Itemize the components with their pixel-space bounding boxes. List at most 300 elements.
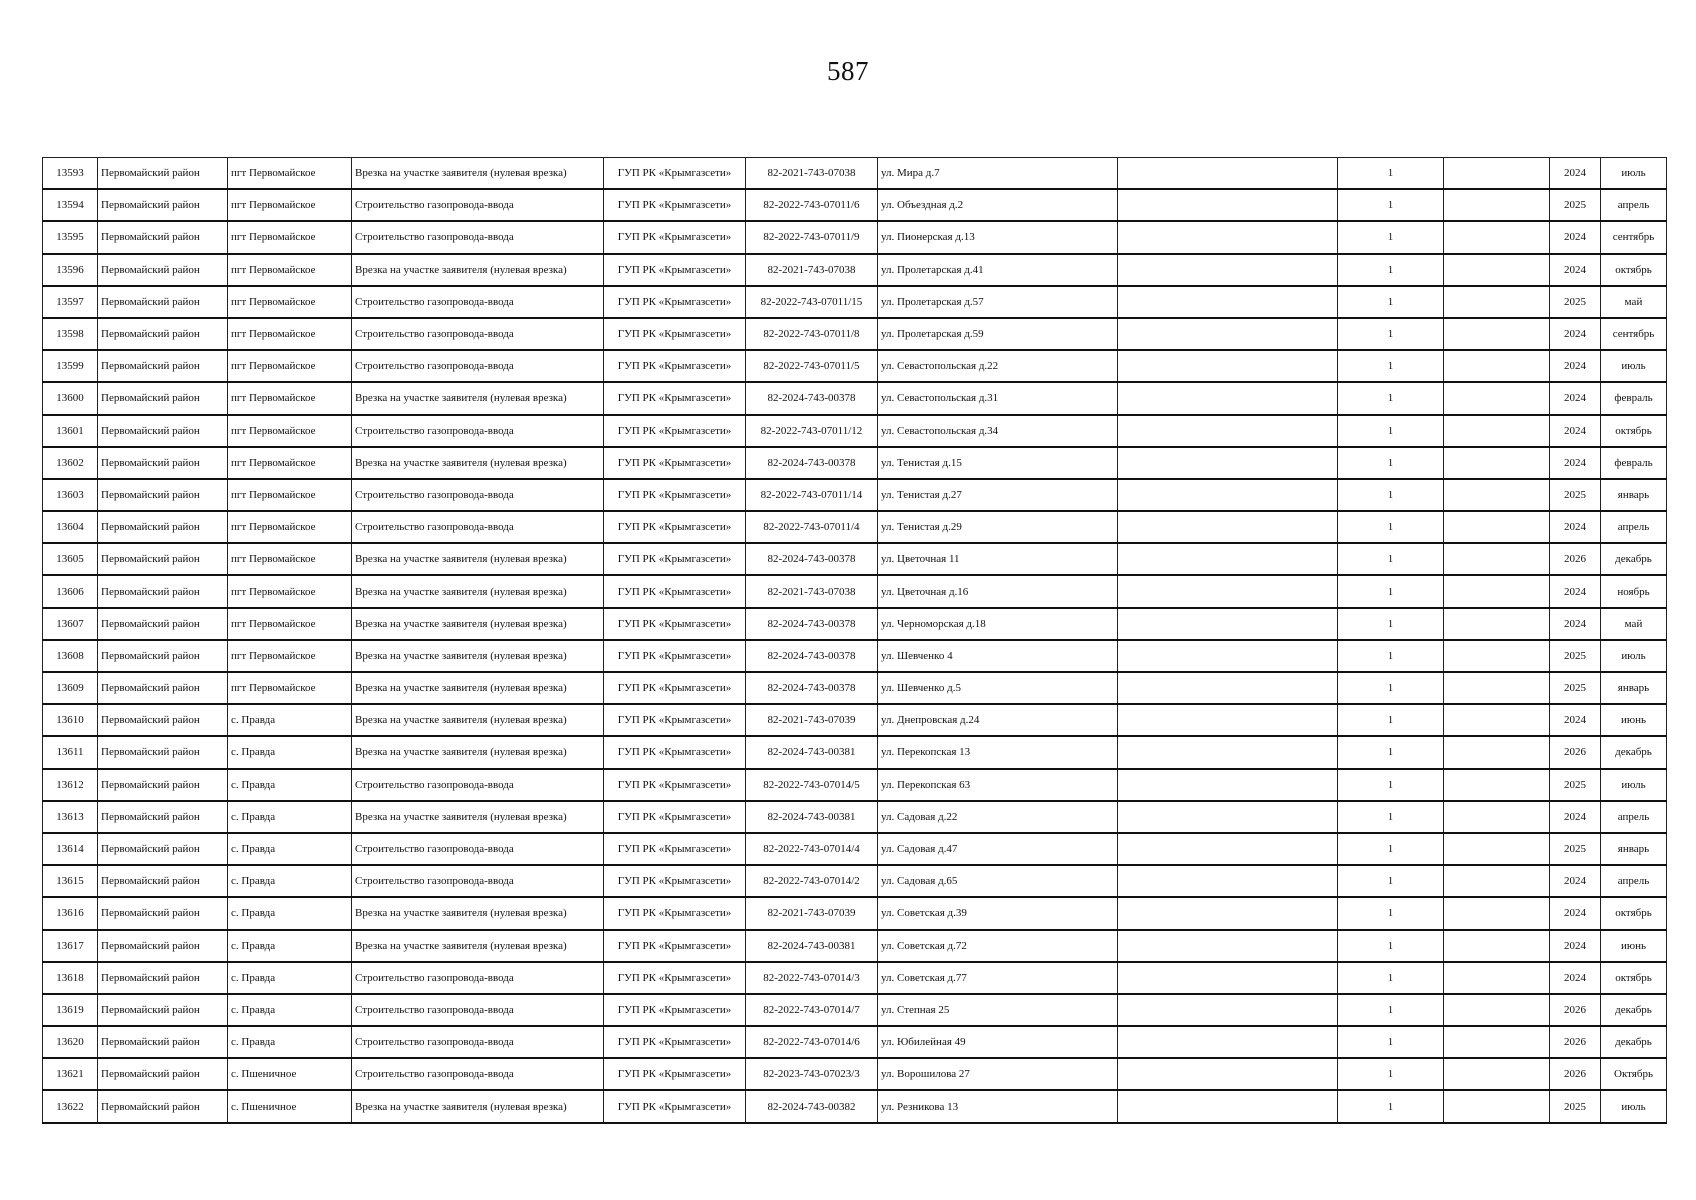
- address-cell: ул. Объездная д.2: [878, 189, 1118, 221]
- row-number: 13615: [43, 865, 98, 897]
- month-cell: июль: [1601, 158, 1667, 190]
- empty-cell: [1444, 736, 1550, 768]
- organization-cell: ГУП РК «Крымгазсети»: [604, 158, 746, 190]
- permit-code-cell: 82-2022-743-07011/9: [746, 221, 878, 253]
- address-cell: ул. Шевченко д.5: [878, 672, 1118, 704]
- organization-cell: ГУП РК «Крымгазсети»: [604, 704, 746, 736]
- permit-code-cell: 82-2022-743-07014/6: [746, 1026, 878, 1058]
- table-row: [43, 962, 1667, 994]
- settlement-cell: пгт Первомайское: [228, 286, 352, 318]
- quantity-cell: 1: [1338, 801, 1444, 833]
- month-cell: декабрь: [1601, 736, 1667, 768]
- settlement-cell: с. Правда: [228, 1026, 352, 1058]
- row-number: 13607: [43, 608, 98, 640]
- table-row: [43, 318, 1667, 350]
- quantity-cell: 1: [1338, 286, 1444, 318]
- permit-code-cell: 82-2023-743-07023/3: [746, 1058, 878, 1090]
- permit-code-cell: 82-2022-743-07011/4: [746, 511, 878, 543]
- month-cell: май: [1601, 608, 1667, 640]
- table-row: [43, 736, 1667, 768]
- row-number: 13616: [43, 897, 98, 929]
- table-row: [43, 1058, 1667, 1090]
- quantity-cell: 1: [1338, 350, 1444, 382]
- row-number: 13603: [43, 479, 98, 511]
- settlement-cell: пгт Первомайское: [228, 350, 352, 382]
- work-type-cell: Строительство газопровода-ввода: [352, 994, 604, 1026]
- empty-cell: [1118, 930, 1338, 962]
- empty-cell: [1444, 382, 1550, 414]
- month-cell: декабрь: [1601, 1026, 1667, 1058]
- table-row: [43, 286, 1667, 318]
- permit-code-cell: 82-2022-743-07014/2: [746, 865, 878, 897]
- district-cell: Первомайский район: [98, 736, 228, 768]
- empty-cell: [1118, 382, 1338, 414]
- settlement-cell: с. Правда: [228, 833, 352, 865]
- district-cell: Первомайский район: [98, 704, 228, 736]
- empty-cell: [1444, 221, 1550, 253]
- month-cell: апрель: [1601, 865, 1667, 897]
- quantity-cell: 1: [1338, 897, 1444, 929]
- empty-cell: [1444, 575, 1550, 607]
- row-number: 13595: [43, 221, 98, 253]
- year-cell: 2026: [1550, 543, 1601, 575]
- quantity-cell: 1: [1338, 769, 1444, 801]
- empty-cell: [1118, 769, 1338, 801]
- address-cell: ул. Цветочная д.16: [878, 575, 1118, 607]
- quantity-cell: 1: [1338, 1026, 1444, 1058]
- month-cell: декабрь: [1601, 543, 1667, 575]
- month-cell: ноябрь: [1601, 575, 1667, 607]
- permit-code-cell: 82-2024-743-00378: [746, 640, 878, 672]
- address-cell: ул. Садовая д.65: [878, 865, 1118, 897]
- settlement-cell: с. Пшеничное: [228, 1090, 352, 1122]
- permit-code-cell: 82-2022-743-07011/12: [746, 415, 878, 447]
- address-cell: ул. Черноморская д.18: [878, 608, 1118, 640]
- table-row: [43, 640, 1667, 672]
- year-cell: 2024: [1550, 511, 1601, 543]
- year-cell: 2025: [1550, 479, 1601, 511]
- permit-code-cell: 82-2024-743-00378: [746, 608, 878, 640]
- table-row: [43, 704, 1667, 736]
- settlement-cell: пгт Первомайское: [228, 221, 352, 253]
- empty-cell: [1118, 672, 1338, 704]
- row-number: 13593: [43, 158, 98, 190]
- year-cell: 2024: [1550, 608, 1601, 640]
- table-row: [43, 254, 1667, 286]
- settlement-cell: с. Правда: [228, 769, 352, 801]
- year-cell: 2024: [1550, 801, 1601, 833]
- table-row: [43, 672, 1667, 704]
- work-type-cell: Врезка на участке заявителя (нулевая врезка): [352, 447, 604, 479]
- work-type-cell: Строительство газопровода-ввода: [352, 865, 604, 897]
- month-cell: январь: [1601, 833, 1667, 865]
- row-number: 13621: [43, 1058, 98, 1090]
- year-cell: 2024: [1550, 350, 1601, 382]
- settlement-cell: с. Пшеничное: [228, 1058, 352, 1090]
- month-cell: сентябрь: [1601, 318, 1667, 350]
- table-row: [43, 158, 1667, 190]
- district-cell: Первомайский район: [98, 769, 228, 801]
- month-cell: февраль: [1601, 447, 1667, 479]
- address-cell: ул. Перекопская 63: [878, 769, 1118, 801]
- month-cell: апрель: [1601, 801, 1667, 833]
- work-type-cell: Строительство газопровода-ввода: [352, 286, 604, 318]
- work-type-cell: Строительство газопровода-ввода: [352, 318, 604, 350]
- district-cell: Первомайский район: [98, 897, 228, 929]
- district-cell: Первомайский район: [98, 1058, 228, 1090]
- organization-cell: ГУП РК «Крымгазсети»: [604, 382, 746, 414]
- table-row: [43, 833, 1667, 865]
- registry-table-body: [43, 158, 1667, 1123]
- row-number: 13600: [43, 382, 98, 414]
- organization-cell: ГУП РК «Крымгазсети»: [604, 543, 746, 575]
- settlement-cell: с. Правда: [228, 801, 352, 833]
- settlement-cell: пгт Первомайское: [228, 543, 352, 575]
- address-cell: ул. Пионерская д.13: [878, 221, 1118, 253]
- year-cell: 2025: [1550, 286, 1601, 318]
- row-number: 13598: [43, 318, 98, 350]
- empty-cell: [1118, 833, 1338, 865]
- settlement-cell: пгт Первомайское: [228, 608, 352, 640]
- year-cell: 2025: [1550, 833, 1601, 865]
- address-cell: ул. Советская д.39: [878, 897, 1118, 929]
- district-cell: Первомайский район: [98, 511, 228, 543]
- district-cell: Первомайский район: [98, 318, 228, 350]
- quantity-cell: 1: [1338, 189, 1444, 221]
- row-number: 13601: [43, 415, 98, 447]
- address-cell: ул. Советская д.77: [878, 962, 1118, 994]
- row-number: 13608: [43, 640, 98, 672]
- empty-cell: [1118, 801, 1338, 833]
- empty-cell: [1444, 865, 1550, 897]
- district-cell: Первомайский район: [98, 930, 228, 962]
- permit-code-cell: 82-2022-743-07014/7: [746, 994, 878, 1026]
- settlement-cell: пгт Первомайское: [228, 447, 352, 479]
- empty-cell: [1444, 833, 1550, 865]
- organization-cell: ГУП РК «Крымгазсети»: [604, 447, 746, 479]
- year-cell: 2026: [1550, 994, 1601, 1026]
- organization-cell: ГУП РК «Крымгазсети»: [604, 1058, 746, 1090]
- address-cell: ул. Пролетарская д.41: [878, 254, 1118, 286]
- organization-cell: ГУП РК «Крымгазсети»: [604, 994, 746, 1026]
- permit-code-cell: 82-2024-743-00378: [746, 543, 878, 575]
- table-row: [43, 350, 1667, 382]
- address-cell: ул. Ворошилова 27: [878, 1058, 1118, 1090]
- row-number: 13610: [43, 704, 98, 736]
- work-type-cell: Врезка на участке заявителя (нулевая врезка): [352, 575, 604, 607]
- row-number: 13618: [43, 962, 98, 994]
- gas-connection-registry-table: [42, 157, 1667, 1124]
- year-cell: 2025: [1550, 672, 1601, 704]
- organization-cell: ГУП РК «Крымгазсети»: [604, 221, 746, 253]
- settlement-cell: пгт Первомайское: [228, 189, 352, 221]
- year-cell: 2024: [1550, 962, 1601, 994]
- work-type-cell: Врезка на участке заявителя (нулевая врезка): [352, 158, 604, 190]
- quantity-cell: 1: [1338, 415, 1444, 447]
- year-cell: 2024: [1550, 158, 1601, 190]
- permit-code-cell: 82-2022-743-07011/15: [746, 286, 878, 318]
- year-cell: 2024: [1550, 704, 1601, 736]
- organization-cell: ГУП РК «Крымгазсети»: [604, 930, 746, 962]
- table-row: [43, 382, 1667, 414]
- empty-cell: [1444, 769, 1550, 801]
- organization-cell: ГУП РК «Крымгазсети»: [604, 1026, 746, 1058]
- row-number: 13620: [43, 1026, 98, 1058]
- settlement-cell: с. Правда: [228, 865, 352, 897]
- quantity-cell: 1: [1338, 1058, 1444, 1090]
- quantity-cell: 1: [1338, 994, 1444, 1026]
- work-type-cell: Врезка на участке заявителя (нулевая врезка): [352, 801, 604, 833]
- row-number: 13594: [43, 189, 98, 221]
- month-cell: июнь: [1601, 930, 1667, 962]
- empty-cell: [1444, 479, 1550, 511]
- row-number: 13597: [43, 286, 98, 318]
- quantity-cell: 1: [1338, 543, 1444, 575]
- empty-cell: [1444, 640, 1550, 672]
- table-row: [43, 415, 1667, 447]
- empty-cell: [1444, 511, 1550, 543]
- permit-code-cell: 82-2024-743-00381: [746, 801, 878, 833]
- empty-cell: [1444, 930, 1550, 962]
- work-type-cell: Строительство газопровода-ввода: [352, 1026, 604, 1058]
- empty-cell: [1118, 704, 1338, 736]
- month-cell: Октябрь: [1601, 1058, 1667, 1090]
- permit-code-cell: 82-2024-743-00381: [746, 736, 878, 768]
- settlement-cell: пгт Первомайское: [228, 511, 352, 543]
- table-row: [43, 769, 1667, 801]
- district-cell: Первомайский район: [98, 350, 228, 382]
- address-cell: ул. Резникова 13: [878, 1090, 1118, 1122]
- quantity-cell: 1: [1338, 640, 1444, 672]
- table-row: [43, 447, 1667, 479]
- quantity-cell: 1: [1338, 479, 1444, 511]
- empty-cell: [1444, 1090, 1550, 1122]
- row-number: 13606: [43, 575, 98, 607]
- district-cell: Первомайский район: [98, 447, 228, 479]
- organization-cell: ГУП РК «Крымгазсети»: [604, 608, 746, 640]
- work-type-cell: Врезка на участке заявителя (нулевая врезка): [352, 640, 604, 672]
- year-cell: 2026: [1550, 1058, 1601, 1090]
- empty-cell: [1118, 221, 1338, 253]
- empty-cell: [1444, 897, 1550, 929]
- address-cell: ул. Тенистая д.15: [878, 447, 1118, 479]
- row-number: 13599: [43, 350, 98, 382]
- month-cell: май: [1601, 286, 1667, 318]
- row-number: 13612: [43, 769, 98, 801]
- district-cell: Первомайский район: [98, 994, 228, 1026]
- address-cell: ул. Садовая д.22: [878, 801, 1118, 833]
- work-type-cell: Строительство газопровода-ввода: [352, 189, 604, 221]
- table-row: [43, 221, 1667, 253]
- settlement-cell: пгт Первомайское: [228, 575, 352, 607]
- district-cell: Первомайский район: [98, 479, 228, 511]
- organization-cell: ГУП РК «Крымгазсети»: [604, 415, 746, 447]
- organization-cell: ГУП РК «Крымгазсети»: [604, 189, 746, 221]
- work-type-cell: Строительство газопровода-ввода: [352, 769, 604, 801]
- permit-code-cell: 82-2021-743-07038: [746, 575, 878, 607]
- work-type-cell: Врезка на участке заявителя (нулевая врезка): [352, 704, 604, 736]
- address-cell: ул. Севастопольская д.31: [878, 382, 1118, 414]
- empty-cell: [1118, 1026, 1338, 1058]
- empty-cell: [1118, 575, 1338, 607]
- work-type-cell: Строительство газопровода-ввода: [352, 833, 604, 865]
- year-cell: 2025: [1550, 640, 1601, 672]
- empty-cell: [1118, 511, 1338, 543]
- permit-code-cell: 82-2024-743-00378: [746, 447, 878, 479]
- quantity-cell: 1: [1338, 382, 1444, 414]
- permit-code-cell: 82-2024-743-00378: [746, 382, 878, 414]
- empty-cell: [1444, 447, 1550, 479]
- work-type-cell: Врезка на участке заявителя (нулевая врезка): [352, 736, 604, 768]
- empty-cell: [1444, 1026, 1550, 1058]
- row-number: 13604: [43, 511, 98, 543]
- district-cell: Первомайский район: [98, 865, 228, 897]
- settlement-cell: пгт Первомайское: [228, 672, 352, 704]
- empty-cell: [1118, 865, 1338, 897]
- permit-code-cell: 82-2022-743-07014/4: [746, 833, 878, 865]
- year-cell: 2026: [1550, 1026, 1601, 1058]
- permit-code-cell: 82-2024-743-00378: [746, 672, 878, 704]
- table-row: [43, 543, 1667, 575]
- empty-cell: [1444, 254, 1550, 286]
- month-cell: январь: [1601, 672, 1667, 704]
- quantity-cell: 1: [1338, 254, 1444, 286]
- district-cell: Первомайский район: [98, 608, 228, 640]
- district-cell: Первомайский район: [98, 672, 228, 704]
- permit-code-cell: 82-2022-743-07011/14: [746, 479, 878, 511]
- empty-cell: [1444, 672, 1550, 704]
- organization-cell: ГУП РК «Крымгазсети»: [604, 672, 746, 704]
- row-number: 13596: [43, 254, 98, 286]
- district-cell: Первомайский район: [98, 575, 228, 607]
- empty-cell: [1118, 447, 1338, 479]
- quantity-cell: 1: [1338, 511, 1444, 543]
- table-row: [43, 1090, 1667, 1122]
- settlement-cell: пгт Первомайское: [228, 415, 352, 447]
- work-type-cell: Врезка на участке заявителя (нулевая врезка): [352, 930, 604, 962]
- month-cell: октябрь: [1601, 897, 1667, 929]
- year-cell: 2024: [1550, 575, 1601, 607]
- table-row: [43, 479, 1667, 511]
- permit-code-cell: 82-2024-743-00382: [746, 1090, 878, 1122]
- settlement-cell: с. Правда: [228, 930, 352, 962]
- month-cell: январь: [1601, 479, 1667, 511]
- year-cell: 2024: [1550, 865, 1601, 897]
- empty-cell: [1118, 962, 1338, 994]
- settlement-cell: с. Правда: [228, 897, 352, 929]
- permit-code-cell: 82-2022-743-07014/5: [746, 769, 878, 801]
- address-cell: ул. Днепровская д.24: [878, 704, 1118, 736]
- settlement-cell: с. Правда: [228, 736, 352, 768]
- year-cell: 2024: [1550, 254, 1601, 286]
- district-cell: Первомайский район: [98, 221, 228, 253]
- quantity-cell: 1: [1338, 447, 1444, 479]
- work-type-cell: Строительство газопровода-ввода: [352, 962, 604, 994]
- empty-cell: [1118, 286, 1338, 318]
- permit-code-cell: 82-2021-743-07038: [746, 158, 878, 190]
- address-cell: ул. Пролетарская д.57: [878, 286, 1118, 318]
- address-cell: ул. Севастопольская д.34: [878, 415, 1118, 447]
- quantity-cell: 1: [1338, 736, 1444, 768]
- empty-cell: [1444, 286, 1550, 318]
- empty-cell: [1118, 543, 1338, 575]
- year-cell: 2025: [1550, 769, 1601, 801]
- district-cell: Первомайский район: [98, 286, 228, 318]
- empty-cell: [1118, 254, 1338, 286]
- empty-cell: [1444, 350, 1550, 382]
- year-cell: 2024: [1550, 930, 1601, 962]
- row-number: 13613: [43, 801, 98, 833]
- row-number: 13619: [43, 994, 98, 1026]
- year-cell: 2026: [1550, 736, 1601, 768]
- empty-cell: [1118, 189, 1338, 221]
- settlement-cell: пгт Первомайское: [228, 479, 352, 511]
- permit-code-cell: 82-2021-743-07038: [746, 254, 878, 286]
- table-row: [43, 801, 1667, 833]
- permit-code-cell: 82-2022-743-07011/8: [746, 318, 878, 350]
- work-type-cell: Врезка на участке заявителя (нулевая врезка): [352, 1090, 604, 1122]
- organization-cell: ГУП РК «Крымгазсети»: [604, 286, 746, 318]
- work-type-cell: Врезка на участке заявителя (нулевая врезка): [352, 543, 604, 575]
- district-cell: Первомайский район: [98, 1026, 228, 1058]
- month-cell: июнь: [1601, 704, 1667, 736]
- work-type-cell: Строительство газопровода-ввода: [352, 511, 604, 543]
- work-type-cell: Строительство газопровода-ввода: [352, 415, 604, 447]
- work-type-cell: Врезка на участке заявителя (нулевая врезка): [352, 254, 604, 286]
- empty-cell: [1444, 801, 1550, 833]
- settlement-cell: пгт Первомайское: [228, 254, 352, 286]
- table-row: [43, 897, 1667, 929]
- table-row: [43, 575, 1667, 607]
- row-number: 13614: [43, 833, 98, 865]
- organization-cell: ГУП РК «Крымгазсети»: [604, 833, 746, 865]
- organization-cell: ГУП РК «Крымгазсети»: [604, 897, 746, 929]
- year-cell: 2024: [1550, 221, 1601, 253]
- month-cell: октябрь: [1601, 415, 1667, 447]
- row-number: 13609: [43, 672, 98, 704]
- empty-cell: [1444, 1058, 1550, 1090]
- empty-cell: [1118, 350, 1338, 382]
- year-cell: 2024: [1550, 415, 1601, 447]
- district-cell: Первомайский район: [98, 962, 228, 994]
- organization-cell: ГУП РК «Крымгазсети»: [604, 254, 746, 286]
- settlement-cell: с. Правда: [228, 704, 352, 736]
- month-cell: июль: [1601, 1090, 1667, 1122]
- quantity-cell: 1: [1338, 608, 1444, 640]
- permit-code-cell: 82-2022-743-07011/6: [746, 189, 878, 221]
- table-row: [43, 189, 1667, 221]
- organization-cell: ГУП РК «Крымгазсети»: [604, 865, 746, 897]
- empty-cell: [1444, 318, 1550, 350]
- address-cell: ул. Степная 25: [878, 994, 1118, 1026]
- table-row: [43, 930, 1667, 962]
- quantity-cell: 1: [1338, 930, 1444, 962]
- quantity-cell: 1: [1338, 704, 1444, 736]
- address-cell: ул. Цветочная 11: [878, 543, 1118, 575]
- permit-code-cell: 82-2022-743-07011/5: [746, 350, 878, 382]
- district-cell: Первомайский район: [98, 1090, 228, 1122]
- organization-cell: ГУП РК «Крымгазсети»: [604, 350, 746, 382]
- empty-cell: [1118, 479, 1338, 511]
- address-cell: ул. Перекопская 13: [878, 736, 1118, 768]
- work-type-cell: Строительство газопровода-ввода: [352, 221, 604, 253]
- district-cell: Первомайский район: [98, 640, 228, 672]
- row-number: 13617: [43, 930, 98, 962]
- quantity-cell: 1: [1338, 672, 1444, 704]
- month-cell: июль: [1601, 350, 1667, 382]
- empty-cell: [1444, 158, 1550, 190]
- month-cell: сентябрь: [1601, 221, 1667, 253]
